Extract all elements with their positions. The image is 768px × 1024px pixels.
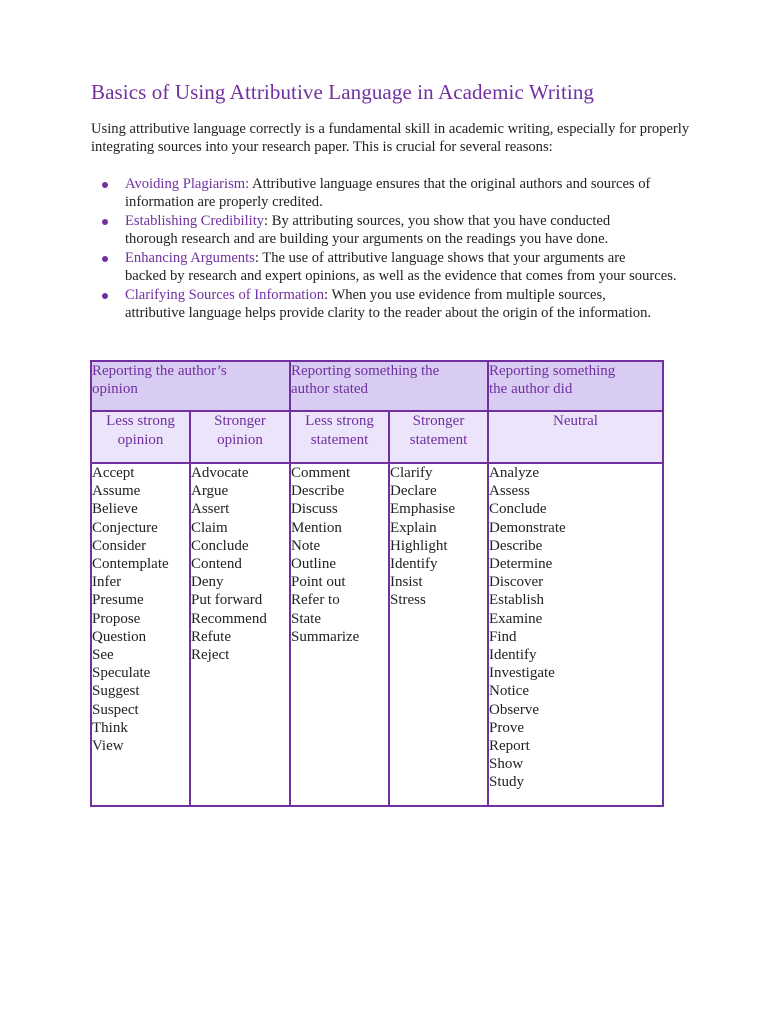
bullet-text-line-1: : The use of attributive language shows that your arguments are [254,250,626,266]
table-sub-header-row [91,411,663,463]
table-cell: Examine [489,610,543,627]
table-cell: Assess [489,483,530,500]
intro-line-2: integrating sources into your research paper. This is crucial for several reasons: [91,138,553,155]
intro-paragraph [91,121,691,156]
column-less-strong-statement [290,463,389,806]
table-cell: Report [489,738,530,755]
bullet-text-line-1: Attributive language ensures that the original authors and sources of [249,176,651,192]
bullet-term: Establishing Credibility [125,213,265,229]
column-stronger-opinion [190,463,290,806]
table-cell: Believe [92,501,138,518]
table-cell: Investigate [489,665,555,682]
table-cell: Describe [489,537,543,554]
table-cell: Recommend [191,610,267,627]
table-cell: Question [92,628,147,645]
bullet-text-line-2: backed by research and expert opinions, as well as the evidence that comes from your sources. [125,267,677,284]
table-cell: Assert [191,501,230,518]
table-cell: Declare [390,483,437,500]
table-cell: Discover [489,574,544,591]
table-group-header-row [91,361,663,411]
list-item [91,250,691,285]
list-item [91,287,691,322]
table-cell: Point out [291,574,346,591]
table-cell: Identify [489,647,537,664]
table-cell: Advocate [191,465,249,481]
table-cell: Consider [92,537,147,554]
table-cell: Conclude [191,537,249,554]
table-cell: Find [489,628,517,645]
table-cell: Refer to [291,592,340,609]
sub-header-less-strong-statement: Less strong statement [290,411,389,463]
sub-header-stronger-statement: Stronger statement [389,411,488,463]
table-cell: Suspect [92,701,139,718]
page-title: Basics of Using Attributive Language in Academic Writing [91,80,595,104]
bullet-icon [102,219,108,225]
table-cell: Identify [390,556,438,573]
table-row [91,463,663,806]
table-cell: Speculate [92,665,151,682]
attributive-verbs-table [90,360,664,807]
table-cell: Reject [191,647,230,664]
table-cell: Mention [291,519,342,536]
intro-line-1: Using attributive language correctly is a fundamental skill in academic writing, especially for properly [91,121,690,137]
sub-header-neutral: Neutral [488,411,663,463]
table-cell: Prove [489,719,524,736]
group-header-author-did: Reporting something the author did [488,361,663,411]
table-cell: Summarize [291,628,360,645]
table-cell: Contend [191,556,242,573]
table-cell: Assume [92,483,141,500]
table-cell: Analyze [489,465,539,481]
table-cell: Propose [92,610,141,627]
bullet-text-line-2: thorough research and are building your arguments on the readings you have done. [125,230,609,247]
table-cell: Infer [92,574,122,591]
table-cell: Think [92,719,128,736]
table-cell: Put forward [191,592,263,609]
table-cell: State [291,610,321,627]
table-cell: Describe [291,483,345,500]
table-cell: Outline [291,556,336,573]
table-cell: Deny [191,574,224,591]
group-header-author-stated: Reporting something the author stated [290,361,488,411]
table-cell: Presume [92,592,144,609]
table-cell: Refute [191,628,231,645]
table-cell: Clarify [390,465,433,481]
table-cell: Conjecture [92,519,158,536]
bullet-text-line-1: : When you use evidence from multiple sources, [324,287,606,303]
table-cell: Show [489,756,524,773]
column-stronger-statement [389,463,488,806]
table-cell: Contemplate [92,556,169,573]
sub-header-stronger-opinion: Stronger opinion [190,411,290,463]
table-cell: Stress [390,592,426,609]
table-cell: Discuss [291,501,338,518]
table-cell: Establish [489,592,544,609]
column-less-strong-opinion [91,463,190,806]
table-cell: Observe [489,701,539,718]
table-cell: Study [489,774,525,791]
list-item [91,176,691,211]
list-item [91,213,691,248]
group-header-author-opinion: Reporting the author’s opinion [91,361,290,411]
table-cell: Emphasise [390,501,455,518]
bullet-term: Avoiding Plagiarism: [125,176,250,192]
table-cell: Suggest [92,683,140,700]
bullet-term: Enhancing Arguments [125,250,255,266]
table-cell: Explain [390,519,437,536]
table-cell: Comment [291,465,351,481]
reasons-list [91,176,691,324]
bullet-icon [102,256,108,262]
bullet-term: Clarifying Sources of Information [125,287,324,303]
bullet-text-line-2: attributive language helps provide clarity to the reader about the origin of the information. [125,304,652,321]
bullet-text-line-1: : By attributing sources, you show that you have conducted [264,213,611,229]
bullet-icon [102,293,108,299]
table-cell: Accept [92,465,135,481]
table-cell: Determine [489,556,553,573]
table-cell: Argue [191,483,229,500]
column-neutral [488,463,663,806]
table-cell: Demonstrate [489,519,566,536]
table-cell: Insist [390,574,423,591]
table-cell: Claim [191,519,228,536]
table-cell: See [92,647,114,664]
table-cell: View [92,738,124,755]
table-cell: Note [291,537,321,554]
table-cell: Highlight [390,537,448,554]
table-cell: Notice [489,683,529,700]
sub-header-less-strong-opinion: Less strong opinion [91,411,190,463]
table-cell: Conclude [489,501,547,518]
bullet-text-line-2: information are properly credited. [125,193,323,210]
bullet-icon [102,182,108,188]
